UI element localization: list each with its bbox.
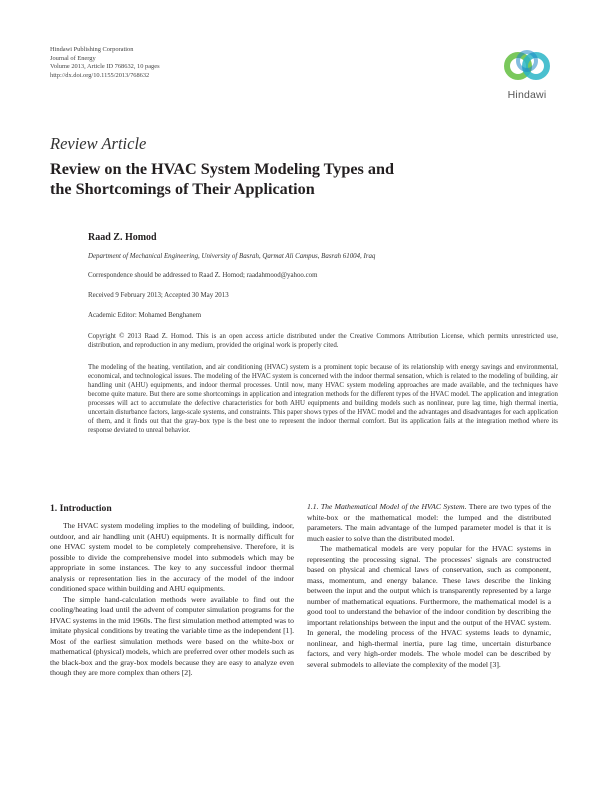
right-column <box>307 502 551 670</box>
paragraph: The HVAC system modeling implies to the modeling of building, indoor, outdoor, and air handling unit (AHU) equipments. It is normally difficult for one HVAC system model to be completely comprehensive. Therefore, it is possible to divide the comprehensive model into submodels which may be appropriate in some instances. The key to any successful indoor thermal analysis or representation lies in the accuracy of the model of the indoor conditioned space within building and AHU equipments. <box>50 521 294 593</box>
author-name: Raad Z. Homod <box>88 232 157 243</box>
article-type: Review Article <box>50 134 147 153</box>
doi-link[interactable]: http://dx.doi.org/10.1155/2013/768632 <box>50 71 150 79</box>
paragraph: The simple hand-calculation methods were available to find out the cooling/heating load until the advent of computer simulation programs for the HVAC systems in the mid 1960s. The first simulation method attempted was to imitate physical conditions by treating the variable time as the independent [1]. Most of the earliest simulation methods were based on the white-box or mathematical (physical) models, which are preferred over other models such as the black-box and the gray-box models because they are easy to analyze even though they are more complex than others [2]. <box>50 594 294 677</box>
journal-meta <box>50 46 160 80</box>
hindawi-logo <box>492 42 562 108</box>
hindawi-logo-text: Hindawi <box>507 89 547 101</box>
subsection-paragraph <box>307 502 551 544</box>
publisher-name: Hindawi Publishing Corporation <box>50 46 134 53</box>
title-line-1: Review on the HVAC System Modeling Types and <box>50 160 395 178</box>
academic-editor: Academic Editor: Mohamed Benghanem <box>88 312 202 319</box>
correspondence-note: Correspondence should be addressed to Raad Z. Homod; raadahmood@yahoo.com <box>88 272 318 279</box>
author-affiliation: Department of Mechanical Engineering, University of Basrah, Qarmat Ali Campus, Basrah 61004, Iraq <box>88 253 376 260</box>
subsection-title: 1.1. The Mathematical Model of the HVAC System. <box>307 502 467 511</box>
section-title-introduction: 1. Introduction <box>50 503 112 514</box>
abstract-text: The modeling of the heating, ventilation, and air conditioning (HVAC) system is a prominent topic because of its relationship with energy savings and environmental, economical, and technological issues. The modeling of the HVAC system is concerned with the indoor thermal sensation, which is related to the modeling of building, air handling unit (AHU) equipments, and indoor thermal processes. Until now, many HVAC system modeling approaches are made available, and the techniques have become quite mature. But there are some shortcomings in application and integration methods for the different types of the HVAC model. The application and integration processes will act to accumulate the defective characteristics for both AHU equipments and building models such as nonlinear, pure lag time, high thermal inertia, uncertain disturbance factors, large-scale systems, and constraints. This paper shows types of the HVAC model and the advantages and disadvantages for each application of them, and it finds out that the gray-box type is the best one to represent the indoor thermal comfort. But its application fails at the integration method where its response deviated to unreal behavior. <box>88 364 558 434</box>
paragraph: The mathematical models are very popular for the HVAC systems in representing the processing signal. The processes' signals are constructed based on physical and chemical laws of conservation, such as component, mass, momentum, and energy balance. These laws describe the linking between the input and the output which is transparently represented by a large number of mathematical equations. Furthermore, the mathematical model is a good tool to understand the behavior of the indoor condition by describing the important relationships between the input and the output of the HVAC system. In general, the modeling process of the HVAC systems leads to dynamic, nonlinear, and high-thermal inertia, pure lag time, uncertain disturbance factors, and very high-order models. The whole model can be described by several submodels to alleviate the complexity of the model [3]. <box>307 544 551 669</box>
hindawi-logo-icon <box>492 42 562 90</box>
left-column <box>50 521 294 679</box>
copyright-notice: Copyright © 2013 Raad Z. Homod. This is an open access article distributed under the Creative Commons Attribution License, which permits unrestricted use, distribution, and reproduction in any medium, provided the original work is properly cited. <box>88 333 558 349</box>
received-accepted-dates: Received 9 February 2013; Accepted 30 May 2013 <box>88 292 229 299</box>
title-line-2: the Shortcomings of Their Application <box>50 179 315 198</box>
volume-info: Volume 2013, Article ID 768632, 10 pages <box>50 63 160 71</box>
journal-name: Journal of Energy <box>50 54 96 62</box>
article-title <box>50 160 570 199</box>
paragraph-text: There are two types of the white-box or the mathematical model: the lumped and the distributed parameters. The main advantage of the lumped parameter model is that it is much easier to solve than the distributed model. <box>307 502 551 543</box>
